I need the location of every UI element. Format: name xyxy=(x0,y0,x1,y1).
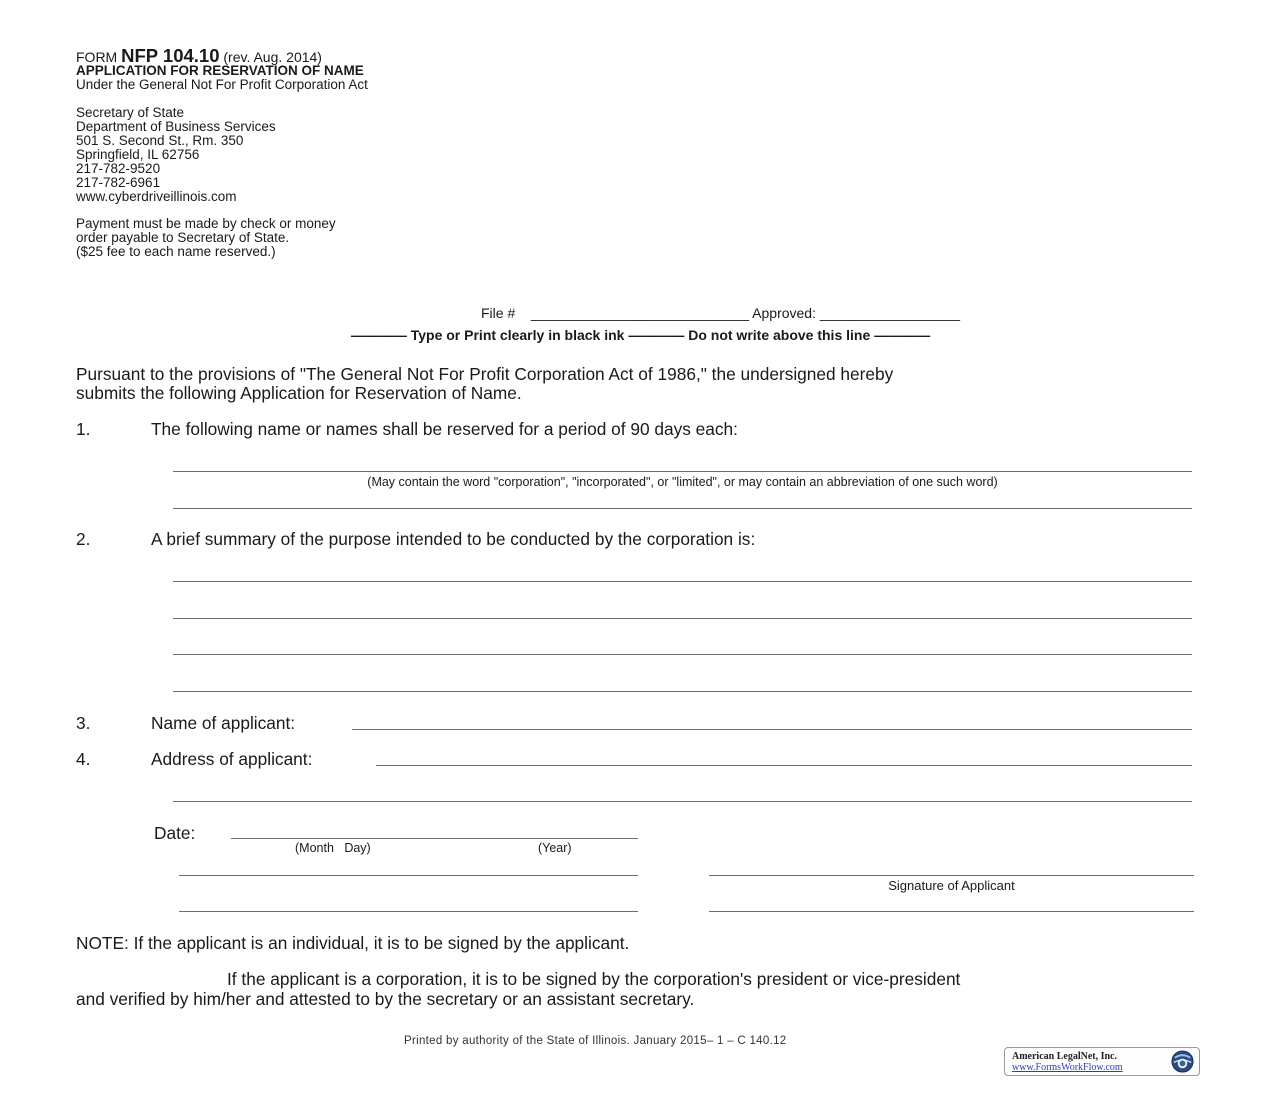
item-3-number: 3. xyxy=(76,713,91,733)
item-4-label: Address of applicant: xyxy=(151,749,313,769)
purpose-field-line-4[interactable] xyxy=(173,691,1192,692)
payment-instructions xyxy=(76,217,336,259)
form-number-heading xyxy=(76,45,322,66)
purpose-field-line-2[interactable] xyxy=(173,618,1192,619)
office-address xyxy=(76,106,276,204)
date-field[interactable] xyxy=(231,838,638,839)
applicant-name-field[interactable] xyxy=(352,729,1192,730)
form-number: NFP 104.10 xyxy=(121,45,220,66)
note-line-1: NOTE: If the applicant is an individual, it is to be signed by the applicant. xyxy=(76,933,630,953)
file-number-field: ____________________________ xyxy=(531,305,750,321)
payment-line: Payment must be made by check or money xyxy=(76,216,336,231)
signature-field[interactable] xyxy=(709,875,1194,876)
address-line: Department of Business Services xyxy=(76,119,276,134)
form-revision: (rev. Aug. 2014) xyxy=(223,49,322,65)
address-line: Springfield, IL 62756 xyxy=(76,147,200,162)
item-3-label: Name of applicant: xyxy=(151,713,296,733)
phone-line: 217-782-6961 xyxy=(76,175,161,190)
legalnet-badge[interactable] xyxy=(1004,1047,1200,1076)
badge-url-link[interactable]: www.FormsWorkFlow.com xyxy=(1012,1062,1123,1073)
applicant-address-field-2[interactable] xyxy=(173,801,1192,802)
signature-label: Signature of Applicant xyxy=(888,878,1015,893)
date-label: Date: xyxy=(154,823,196,843)
badge-company: American LegalNet, Inc. xyxy=(1012,1051,1117,1062)
form-prefix: FORM xyxy=(76,49,118,65)
blank-line-left-1[interactable] xyxy=(179,875,638,876)
item-1-number: 1. xyxy=(76,419,91,439)
do-not-write-divider: ———— Type or Print clearly in black ink ———— Do not write above this line ———— xyxy=(350,327,931,343)
month-day-hint: (Month Day) xyxy=(295,841,371,855)
item-2-number: 2. xyxy=(76,529,91,549)
item-4-number: 4. xyxy=(76,749,91,769)
purpose-field-line-3[interactable] xyxy=(173,654,1192,655)
approved-field: __________________ xyxy=(819,305,961,321)
payment-line: ($25 fee to each name reserved.) xyxy=(76,244,276,259)
reserved-name-field-2[interactable] xyxy=(173,508,1192,509)
intro-line-1: Pursuant to the provisions of "The General Not For Profit Corporation Act of 1986," the undersigned hereby xyxy=(76,364,894,384)
form-subtitle: Under the General Not For Profit Corporation Act xyxy=(76,77,368,92)
purpose-field-line-1[interactable] xyxy=(173,581,1192,582)
payment-line: order payable to Secretary of State. xyxy=(76,230,290,245)
blank-line-left-2[interactable] xyxy=(179,911,638,912)
reserved-name-field-1[interactable] xyxy=(173,471,1192,472)
printed-by-footer: Printed by authority of the State of Illinois. January 2015– 1 – C 140.12 xyxy=(404,1035,787,1047)
blank-line-right[interactable] xyxy=(709,911,1194,912)
address-line: Secretary of State xyxy=(76,105,185,120)
year-hint: (Year) xyxy=(538,841,572,855)
office-use-row xyxy=(481,305,960,321)
phone-line: 217-782-9520 xyxy=(76,161,161,176)
intro-line-2: submits the following Application for Reservation of Name. xyxy=(76,383,522,403)
address-line: 501 S. Second St., Rm. 350 xyxy=(76,133,244,148)
note-line-3: and verified by him/her and attested to by the secretary or an assistant secretary. xyxy=(76,989,695,1009)
item-2-label: A brief summary of the purpose intended to be conducted by the corporation is: xyxy=(151,529,756,549)
applicant-address-field-1[interactable] xyxy=(376,765,1192,766)
item-1-label: The following name or names shall be reserved for a period of 90 days each: xyxy=(151,419,738,439)
globe-logo-icon xyxy=(1170,1049,1195,1074)
form-title: APPLICATION FOR RESERVATION OF NAME xyxy=(76,63,364,78)
note-line-2: If the applicant is a corporation, it is to be signed by the corporation's president or vice-president xyxy=(227,969,961,989)
approved-label: Approved: xyxy=(752,305,816,321)
file-number-label: File # xyxy=(481,305,516,321)
reserved-name-hint: (May contain the word "corporation", "incorporated", or "limited", or may contain an abbreviation of one such word) xyxy=(367,475,998,489)
website-line: www.cyberdriveillinois.com xyxy=(76,189,237,204)
